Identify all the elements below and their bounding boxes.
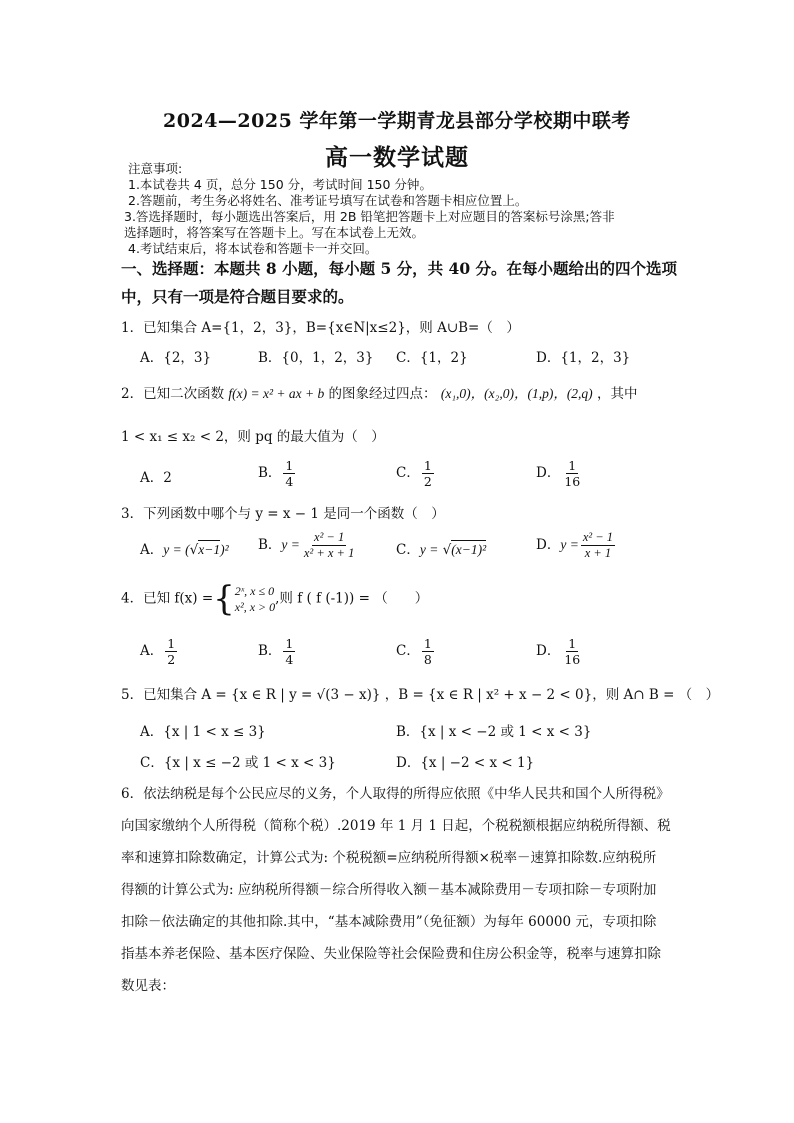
notes-heading: 注意事项: (128, 161, 183, 176)
question-2-option-c (396, 458, 436, 489)
fraction: $\frac{\text{x² − 1}}{x + 1}$ (582, 530, 614, 560)
exam-title: 2024—2025 学年第一学期青龙县部分学校期中联考 (163, 110, 631, 132)
piecewise-cases: 2ˣ, x ≤ 0 x², x > 0 (234, 584, 276, 614)
question-1-option-c: C．{1，2} (396, 350, 468, 366)
fraction: $\frac{1}{4}$ (285, 458, 294, 489)
question-3-option-a: A．y = (√x−1)² (140, 542, 229, 558)
option-label: C． (396, 465, 420, 481)
question-2-function: f(x) = x² + ax + b (228, 386, 325, 401)
question-5-option-a: A．{x | 1 < x ≤ 3} (140, 724, 266, 740)
fraction: $\frac{1}{16}$ (564, 636, 581, 667)
radicand: x−1 (198, 542, 221, 557)
option-label: D． (536, 537, 561, 553)
question-6-line4: 得额的计算公式为: 应纳税所得额－综合所得收入额－基本减除费用－专项扣除－专项附加 (121, 882, 657, 898)
question-2-option-b (258, 458, 297, 489)
note-item-3-cont: 选择题时，将答案写在答题卡上。写在本试卷上无效。 (124, 225, 425, 240)
note-item-3: 3.答选择题时，每小题选出答案后，用 2B 铅笔把答题卡上对应题目的答案标号涂黑;答非 (124, 209, 615, 224)
question-3-option-b (258, 530, 358, 561)
question-2-option-a: A．2 (140, 470, 172, 486)
option-label: B． (258, 465, 282, 481)
formula-part: y = (419, 542, 439, 557)
question-6-line7: 数见表： (121, 978, 175, 994)
question-5-option-b: B．{x | x < −2 或 1 < x < 3} (396, 724, 592, 740)
option-label: B． (258, 537, 282, 553)
question-4-option-c (396, 636, 436, 667)
note-item-4: 4.考试结束后，将本试卷和答题卡一并交回。 (128, 241, 378, 256)
question-6-line3: 率和速算扣除数确定，计算公式为: 个税税额=应纳税所得额×税率－速算扣除数.应纳税所 (121, 850, 657, 866)
question-4-option-d (536, 636, 584, 667)
section-heading-line2: 中，只有一项是符合题目要求的。 (121, 287, 354, 306)
question-4-text (121, 579, 429, 619)
option-label: C． (396, 542, 420, 558)
formula-part: y = ( (163, 542, 190, 557)
question-2-line2: 1 < x₁ ≤ x₂ < 2，则 pq 的最大值为（ ） (121, 429, 385, 445)
option-label: A． (140, 643, 164, 659)
question-2-line1 (121, 382, 637, 402)
option-label: C． (396, 643, 420, 659)
question-3-option-c: C．y = √(x−1)² (396, 542, 487, 558)
question-4-option-a (140, 636, 179, 667)
question-6-line6: 指基本养老保险、基本医疗保险、失业保险等社会保险费和住房公积金等，税率与速算扣除 (121, 946, 661, 962)
formula-part: )² (220, 542, 229, 557)
question-4-option-b (258, 636, 297, 667)
question-4-pre: 4．已知 f(x) = (121, 590, 214, 607)
option-label: D． (536, 643, 561, 659)
question-2-pre: 2．已知二次函数 (121, 386, 225, 402)
brace-symbol: { (213, 579, 235, 619)
question-1-text: 1．已知集合 A={1，2，3}，B={x∈N|x≤2}，则 A∪B=（ ） (121, 320, 520, 336)
question-3-text: 3．下列函数中哪个与 y = x − 1 是同一个函数（ ） (121, 506, 445, 522)
question-6-line5: 扣除－依法确定的其他扣除.其中，“基本减除费用”（免征额）为每年 60000 元，专项扣除 (121, 914, 657, 930)
fraction: $\frac{1}{16}$ (564, 458, 581, 489)
question-2-post: ，其中 (596, 386, 638, 402)
note-item-1: 1.本试卷共 4 页，总分 150 分，考试时间 150 分钟。 (128, 177, 432, 192)
question-6-line2: 向国家缴纳个人所得税（简称个税）.2019 年 1 月 1 日起，个税税额根据应纳税所得额、税 (121, 818, 671, 834)
question-6-line1: 6．依法纳税是每个公民应尽的义务，个人取得的所得应依照《中华人民共和国个人所得税》 (121, 786, 670, 802)
note-item-2: 2.答题前，考生务必将姓名、准考证号填写在试卷和答题卡相应位置上。 (128, 193, 528, 208)
fraction: $\frac{\text{x² − 1}}{\text{x² + x + 1}}$ (303, 530, 355, 560)
formula-part: y = (560, 537, 579, 552)
question-2-option-d (536, 458, 584, 489)
question-4-post: ,则 f ( f (-1)) = （ ） (275, 590, 429, 607)
radicand: (x−1)² (451, 542, 487, 557)
section-heading-line1: 一、选择题：本题共 8 小题，每小题 5 分，共 40 分。在每小题给出的四个选项 (121, 259, 678, 278)
question-1-option-a: A．{2，3} (140, 350, 212, 366)
fraction: $\frac{1}{8}$ (423, 636, 432, 667)
formula-part: y = (281, 537, 300, 552)
option-label: A． (140, 542, 164, 558)
question-2-mid: 的图象经过四点： (328, 386, 437, 402)
question-1-option-d: D．{1，2，3} (536, 350, 631, 366)
question-5-text: 5．已知集合 A = {x ∈ R | y = √(3 − x)} ，B = {x ∈ R | x² + x − 2 < 0}，则 A∩ B = （ ） (121, 687, 720, 703)
fraction: $\frac{1}{4}$ (285, 636, 294, 667)
question-5-option-d: D．{x | −2 < x < 1} (396, 755, 535, 771)
question-5-option-c: C．{x | x ≤ −2 或 1 < x < 3} (140, 755, 336, 771)
exam-subtitle: 高一数学试题 (325, 144, 469, 171)
question-2-points: (x₁,0)，(x₂,0)，(1,p)，(2,q) (440, 386, 593, 401)
question-1-option-b: B．{0，1，2，3} (258, 350, 374, 366)
fraction: $\frac{1}{2}$ (423, 458, 432, 489)
option-label: D． (536, 465, 561, 481)
fraction: $\frac{1}{2}$ (167, 636, 176, 667)
question-3-option-d (536, 530, 617, 561)
option-label: B． (258, 643, 282, 659)
